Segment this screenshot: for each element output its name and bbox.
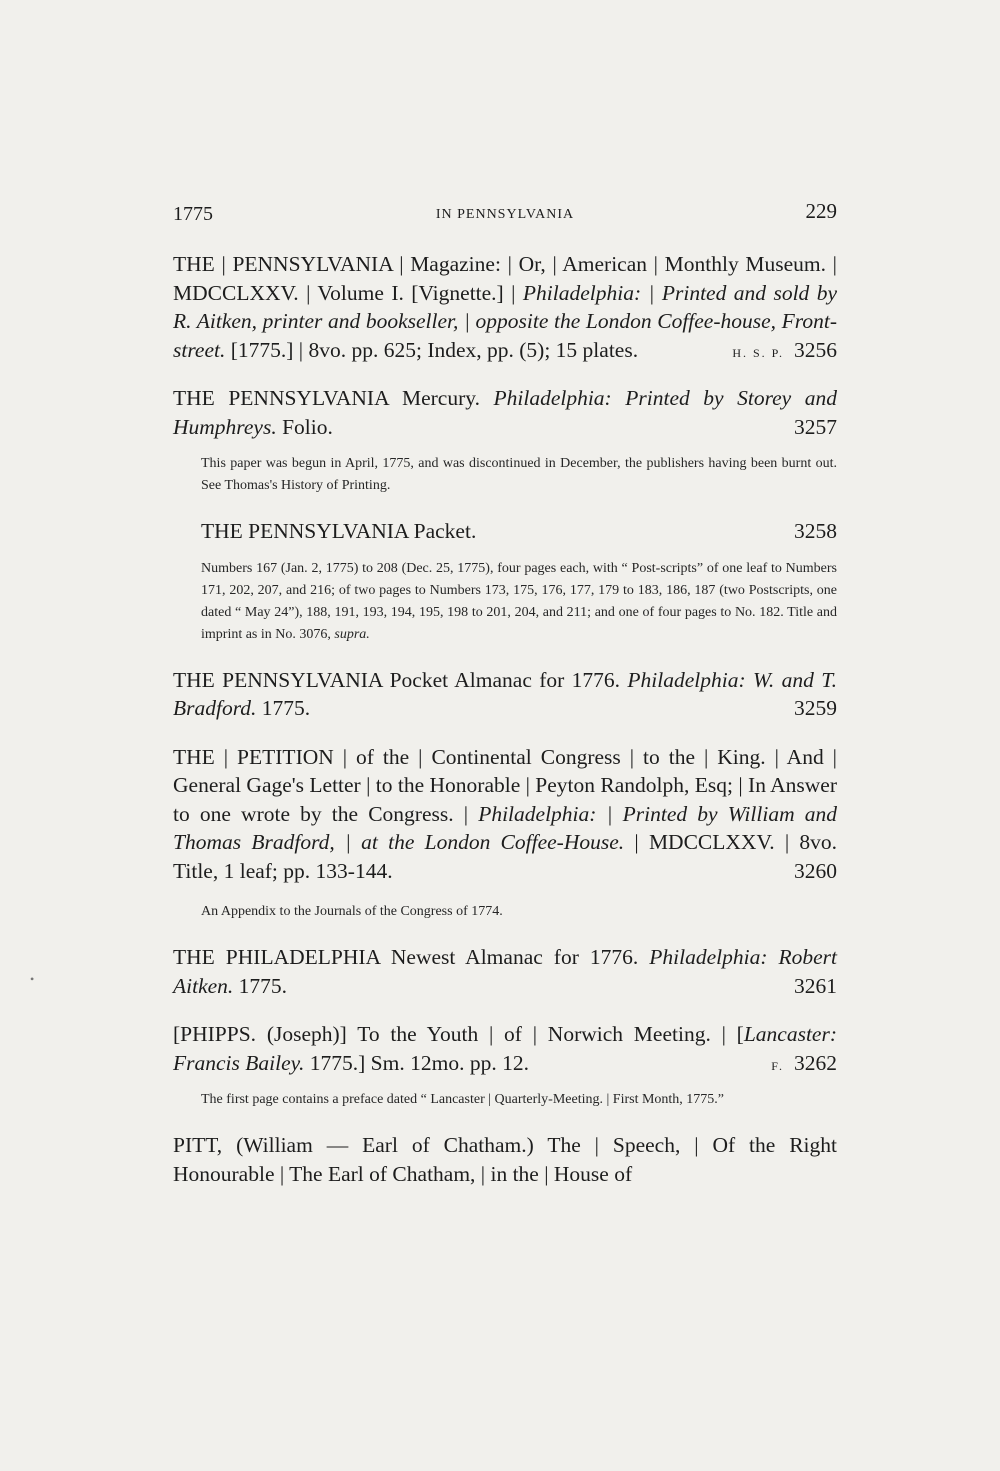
entry-note: An Appendix to the Journals of the Congress of 1774. [201,904,503,919]
entry-number: 3262 [794,1050,837,1075]
entry-number: 3256 [794,337,837,362]
page-number: 229 [805,199,837,223]
entry-number: 3258 [794,519,837,543]
entry-3261: THE PHILADELPHIA Newest Almanac for 1776. Philadelphia: Robert Aitken. 1775. 3261 [173,943,837,1000]
entry-3260: THE | PETITION | of the | Continental Congress | to the | King. | And | General Gage's Letter | to the Honorable | Peyton Randolph, Esq; | In Answer to one wrote by the Congress. | Philadelphia: | Printed by William and Thomas Bradford, | at the London Coffee-House. | MDCCLXXV. | 8vo. Title, 1 leaf; pp. 133-144. 3260 [173,743,837,886]
page-content [173,250,837,1188]
entry-3256: THE | PENNSYLVANIA | Magazine: | Or, | American | Monthly Museum. | MDCCLXXV. | Volume I. [Vignette.] | Philadelphia: | Printed and sold by R. Aitken, printer and bookseller, | opposite the London Coffee-house, Front-street. [1775.] | 8vo. pp. 625; Index, pp. (5); 15 plates. H. S. P. 3256 [173,252,838,362]
entry-number: 3261 [794,973,837,998]
entry-number: 3257 [794,414,837,439]
entry-number: 3260 [794,858,837,883]
entry-3258: THE PENNSYLVANIA Packet. 3258 [173,517,837,546]
running-head: IN PENNSYLVANIA [435,207,575,222]
entry-3259: THE PENNSYLVANIA Pocket Almanac for 1776. Philadelphia: W. and T. Bradford. 1775. 3259 [173,666,837,723]
entry-note: This paper was begun in April, 1775, and was discontinued in December, the publishers having been burnt out. See Thomas's History of Printing. [201,456,837,493]
page-header [173,199,837,229]
entry-number: 3259 [794,696,837,720]
entry-pitt: PITT, (William — Earl of Chatham.) The | Speech, | Of the Right Honourable | The Earl of Chatham, | in the | House of [173,1133,837,1186]
entry-note: The first page contains a preface dated “ Lancaster | Quarterly-Meeting. | First Month, 1775.” [201,1092,725,1107]
entry-3262: [PHIPPS. (Joseph)] To the Youth | of | Norwich Meeting. | [Lancaster: Francis Bailey. 1775.] Sm. 12mo. pp. 12. F. 3262 [173,1022,837,1075]
entry-3257: THE PENNSYLVANIA Mercury. Philadelphia: Printed by Storey and Humphreys. Folio. 3257 [173,384,837,441]
entry-note: Numbers 167 (Jan. 2, 1775) to 208 (Dec. 25, 1775), four pages each, with “ Post-scripts” of one leaf to Numbers 171, 202, 207, and 216; of two pages to Numbers 173, 175, 176, 177, 179 to 183, 186, 187 (two Postscripts, one dated “ May 24”), 188, 191, 193, 194, 195, 198 to 201, 204, and 211; and one of four pages to No. 182. Title and imprint as in No. 3076, supra. [201,560,837,642]
paper-speck: • [30,972,35,986]
library-mark: F. [771,1058,784,1073]
library-mark: H. S. P. [732,345,784,360]
header-year: 1775 [173,203,213,225]
